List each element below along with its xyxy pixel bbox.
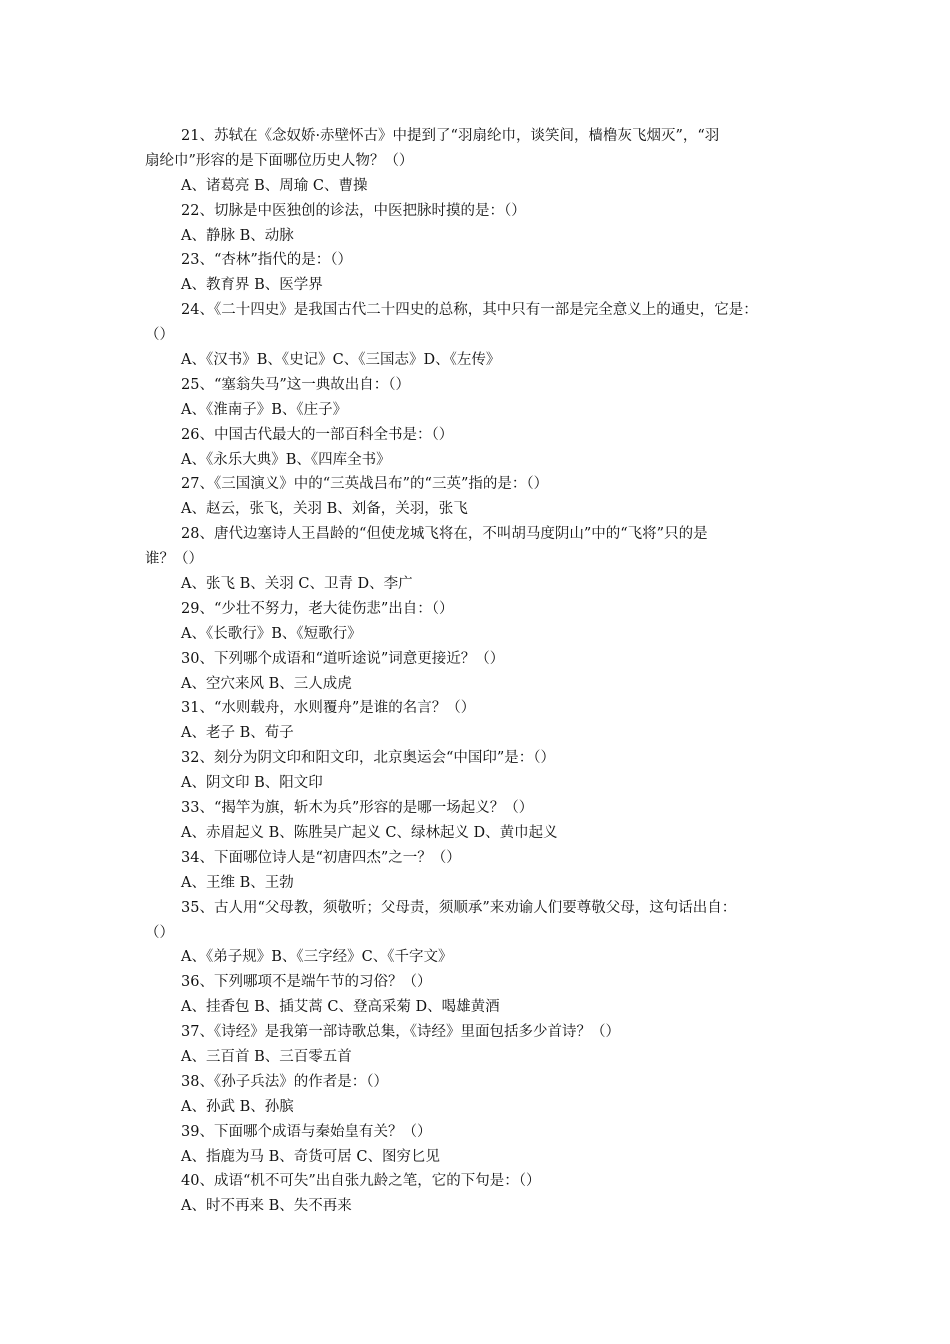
answer-31-options: A、老子 B、荀子 (181, 725, 294, 742)
question-39: 39、下面哪个成语与秦始皇有关？（） (181, 1123, 432, 1140)
question-36: 36、下列哪项不是端午节的习俗？（） (181, 974, 432, 991)
answer-39-options: A、指鹿为马 B、奇货可居 C、图穷匕见 (181, 1148, 440, 1165)
question-35-line-1: 35、古人用“父母教，须敬听；父母责，须顺承”来劝谕人们要尊敬父母，这句话出自： (181, 899, 737, 916)
question-28-line-2: 谁？（） (145, 551, 203, 568)
question-38: 38、《孙子兵法》的作者是：（） (181, 1073, 388, 1090)
question-27: 27、《三国演义》中的“三英战吕布”的“三英”指的是：（） (181, 476, 549, 493)
question-21-line-1: 21、苏轼在《念奴娇·赤壁怀古》中提到了“羽扇纶巾，谈笑间，樯橹灰飞烟灭”，“羽 (181, 128, 720, 144)
question-32: 32、刻分为阴文印和阳文印，北京奥运会“中国印”是：（） (181, 750, 556, 767)
answer-23-options: A、教育界 B、医学界 (181, 277, 323, 294)
question-26: 26、中国古代最大的一部百科全书是：（） (181, 426, 454, 443)
answer-32-options: A、阴文印 B、阳文印 (181, 775, 323, 792)
answer-30-options: A、空穴来风 B、三人成虎 (181, 675, 352, 692)
answer-34-options: A、王维 B、王勃 (181, 874, 294, 891)
answer-38-options: A、孙武 B、孙膑 (181, 1098, 294, 1115)
answer-29-options: A、《长歌行》B、《短歌行》 (181, 625, 362, 642)
answer-37-options: A、三百首 B、三百零五首 (181, 1048, 352, 1065)
question-23: 23、“杏林”指代的是：（） (181, 252, 353, 269)
answer-22-options: A、静脉 B、动脉 (181, 227, 294, 244)
question-34: 34、下面哪位诗人是“初唐四杰”之一？（） (181, 849, 461, 866)
answer-35-options: A、《弟子规》B、《三字经》C、《千字文》 (181, 949, 453, 966)
question-24-line-1: 24、《二十四史》是我国古代二十四史的总称，其中只有一部是完全意义上的通史，它是： (181, 302, 758, 319)
document-body (145, 124, 817, 1219)
question-22: 22、切脉是中医独创的诊法，中医把脉时摸的是：（） (181, 202, 526, 219)
question-30: 30、下列哪个成语和“道听途说”词意更接近？（） (181, 650, 505, 667)
question-33: 33、“揭竿为旗，斩木为兵”形容的是哪一场起义？（） (181, 800, 534, 817)
answer-21-options: A、诸葛亮 B、周瑜 C、曹操 (181, 177, 368, 194)
answer-24-options: A、《汉书》B、《史记》C、《三国志》D、《左传》 (181, 352, 501, 369)
question-28-line-1: 28、唐代边塞诗人王昌龄的“但使龙城飞将在，不叫胡马度阴山”中的“飞将”只的是 (181, 526, 708, 543)
question-31: 31、“水则载舟，水则覆舟”是谁的名言？（） (181, 700, 476, 717)
question-24-line-2: （） (145, 327, 174, 344)
answer-40-options: A、时不再来 B、失不再来 (181, 1198, 352, 1215)
answer-28-options: A、张飞 B、关羽 C、卫青 D、李广 (181, 576, 413, 593)
answer-27-options: A、赵云，张飞，关羽 B、刘备，关羽，张飞 (181, 501, 468, 518)
question-35-line-2: （） (145, 924, 174, 941)
answer-33-options: A、赤眉起义 B、陈胜吴广起义 C、绿林起义 D、黄巾起义 (181, 824, 558, 841)
question-40: 40、成语“机不可失”出自张九龄之笔，它的下句是：（） (181, 1173, 541, 1190)
question-37: 37、《诗经》是我第一部诗歌总集，《诗经》里面包括多少首诗？（） (181, 1024, 620, 1041)
answer-36-options: A、挂香包 B、插艾蒿 C、登高采菊 D、喝雄黄酒 (181, 999, 500, 1016)
question-25: 25、“塞翁失马”这一典故出自：（） (181, 376, 411, 393)
answer-26-options: A、《永乐大典》B、《四库全书》 (181, 451, 391, 468)
answer-25-options: A、《淮南子》B、《庄子》 (181, 401, 348, 418)
question-21-line-2: 扇纶巾”形容的是下面哪位历史人物？（） (145, 152, 414, 169)
question-29: 29、“少壮不努力，老大徒伤悲”出自：（） (181, 600, 454, 617)
